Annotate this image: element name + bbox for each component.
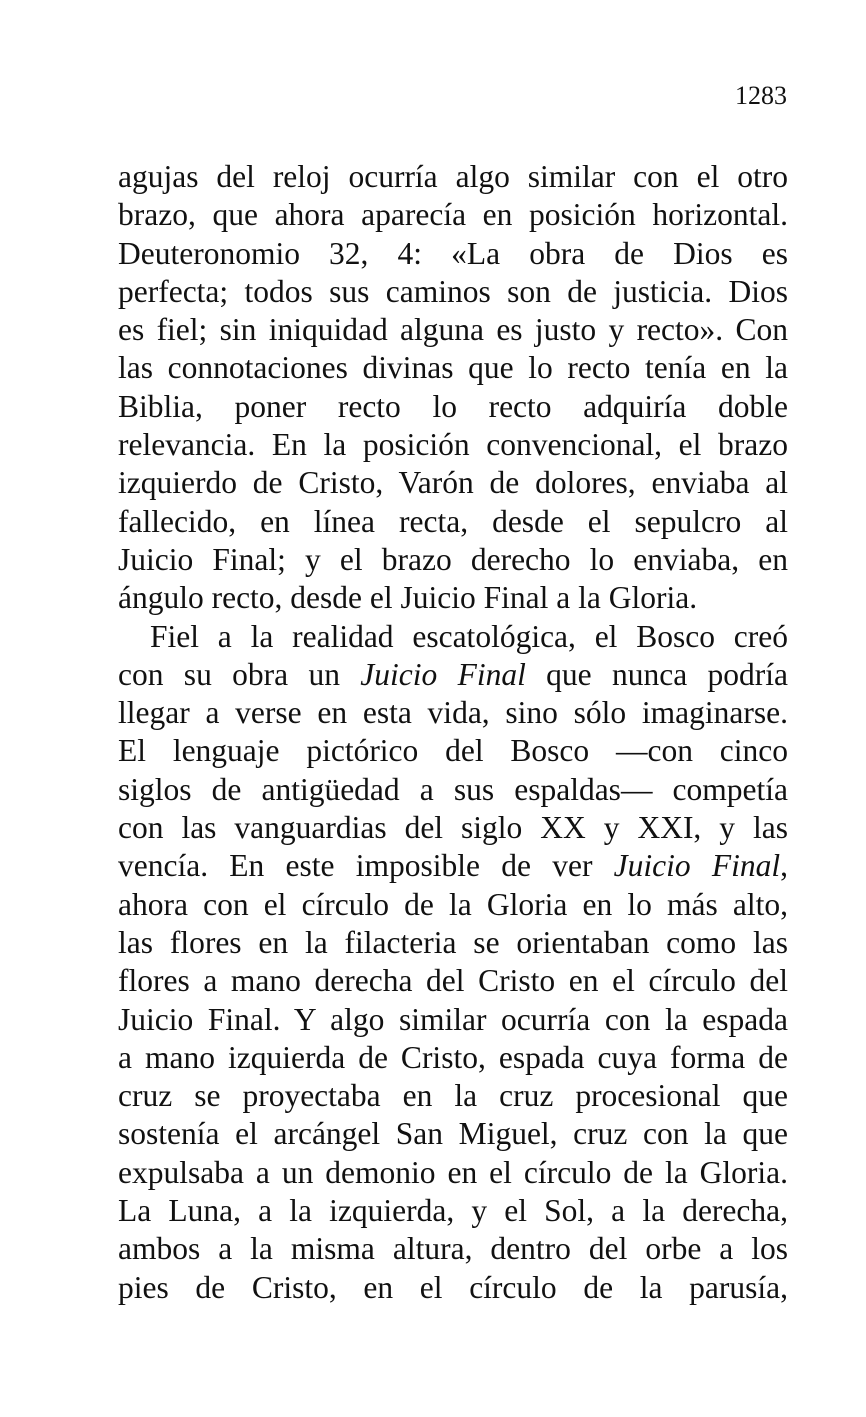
text-line: sostenía el arcángel San Miguel, cruz con la que [118,1116,788,1152]
text-line: a mano izquierda de Cristo, espada cuya forma de [118,1039,788,1075]
text-line: las connotaciones divinas que lo recto tenía en la [118,350,788,386]
text-line [118,847,788,885]
text-line: flores a mano derecha del Cristo en el círculo del [118,963,788,999]
text-line: Juicio Final. Y algo similar ocurría con la espada [118,1001,788,1037]
text-segment: con su obra un [118,656,361,692]
text-line: ahora con el círculo de la Gloria en lo más alto, [118,886,788,922]
text-line: La Luna, a la izquierda, y el Sol, a la derecha, [118,1193,788,1229]
text-line: con las vanguardias del siglo XX y XXI, y las [118,810,788,846]
text-segment: , [780,848,788,884]
text-line: ambos a la misma altura, dentro del orbe a los [118,1231,788,1267]
text-line: Juicio Final; y el brazo derecho lo enviaba, en [118,541,788,577]
text-line: relevancia. En la posición convencional, el brazo [118,427,788,463]
text-line: las flores en la filacteria se orientaban como las [118,924,788,960]
text-line: Biblia, poner recto lo recto adquiría doble [118,388,788,424]
paragraph-2 [118,618,788,1307]
body-text [118,158,788,1307]
text-line: Fiel a la realidad escatológica, el Bosco creó [150,618,788,654]
text-line: fallecido, en línea recta, desde el sepulcro al [118,503,788,539]
text-line: expulsaba a un demonio en el círculo de la Gloria. [118,1154,788,1190]
italic-title: Juicio Final [613,848,781,884]
text-line: El lenguaje pictórico del Bosco —con cinco [118,733,788,769]
text-line: llegar a verse en esta vida, sino sólo imaginarse. [118,695,788,731]
text-line: cruz se proyectaba en la cruz procesional que [118,1078,788,1114]
text-line: izquierdo de Cristo, Varón de dolores, enviaba al [118,465,788,501]
text-line: perfecta; todos sus caminos son de justicia. Dios [118,273,788,309]
italic-title: Juicio Final [360,656,526,692]
paragraph-1 [118,158,788,618]
text-line: es fiel; sin iniquidad alguna es justo y recto». Con [118,312,788,348]
text-segment: vencía. En este imposible de ver [118,848,614,884]
text-line: Deuteronomio 32, 4: «La obra de Dios es [118,235,788,271]
text-line: agujas del reloj ocurría algo similar con el otro [118,159,788,194]
text-line: pies de Cristo, en el círculo de la parusía, [118,1269,788,1305]
text-line [118,656,788,694]
text-line: brazo, que ahora aparecía en posición horizontal. [118,197,788,233]
text-line: siglos de antigüedad a sus espaldas— competía [118,771,788,807]
page-number: 1283 [735,81,787,110]
text-segment: que nunca podría [525,656,788,692]
text-line: ángulo recto, desde el Juicio Final a la Gloria. [118,580,698,616]
